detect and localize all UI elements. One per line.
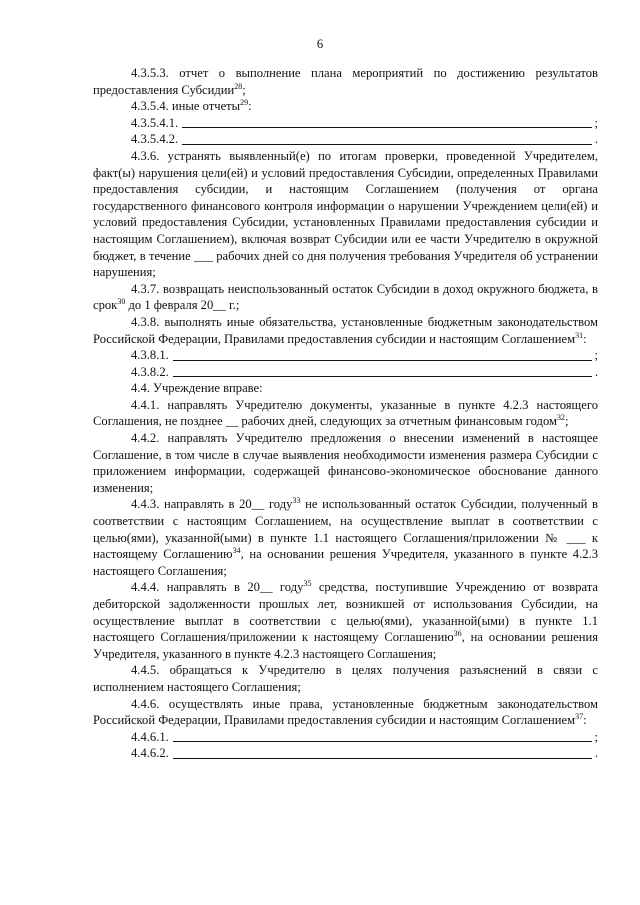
clause-text: 4.4.6. осуществлять иные права, установленные бюджетным законодательством Российской Федерации, Правилами предоставления субсидии и настоящим Соглашением bbox=[93, 696, 598, 728]
clause-4-3-7 bbox=[93, 281, 598, 314]
clause-text-cont: не использованный остаток Субсидии, полученный в соответствии с настоящим Соглашением, на осуществление выплат в соответствии с целью(ями), указанной(ыми) в пункте 1.1 настоящего Соглашения/приложении № ___ к настоящему Соглашению bbox=[93, 497, 599, 562]
footnote-ref: 31 bbox=[575, 330, 584, 340]
clause-text: 4.3.5.3. отчет о выполнение плана мероприятий по достижению результатов предоставления Субсидии bbox=[93, 66, 598, 97]
clause-4-3-5-4-2 bbox=[93, 131, 598, 148]
footnote-ref: 37 bbox=[575, 712, 584, 722]
clause-number: 4.4.6.2. bbox=[131, 746, 169, 761]
footnote-ref: 28 bbox=[234, 81, 243, 91]
clause-number: 4.3.8.1. bbox=[131, 348, 169, 363]
footnote-ref: 29 bbox=[240, 98, 249, 108]
blank-fill-line bbox=[173, 376, 592, 377]
clause-text: 4.3.8. выполнять иные обязательства, установленные бюджетным законодательством Российской Федерации, Правилами предоставления субсидии и настоящим Соглашением bbox=[93, 314, 598, 346]
clause-end: . bbox=[594, 746, 598, 761]
clause-4-3-5-4 bbox=[93, 98, 598, 115]
section-4-4-heading: 4.4. Учреждение вправе: bbox=[131, 381, 263, 396]
clause-4-4-4 bbox=[93, 579, 598, 662]
clause-4-3-8-1 bbox=[93, 347, 598, 364]
clause-end: : bbox=[583, 331, 587, 346]
clause-text: 4.3.5.4. иные отчеты bbox=[131, 99, 241, 114]
footnote-ref: 30 bbox=[117, 297, 126, 307]
clause-text-end: , на основании решения Учредителя, указанного в пункте 4.2.3 настоящего Соглашения; bbox=[93, 547, 598, 578]
footnote-ref: 36 bbox=[453, 629, 462, 639]
clause-4-4-3 bbox=[93, 496, 598, 579]
footnote-ref: 34 bbox=[232, 546, 241, 556]
blank-fill-line bbox=[173, 741, 592, 742]
clause-text-cont: средства, поступившие Учреждению от возврата дебиторской задолженности прошлых лет, возникшей от использования Субсидии, на осуществление выплат в соответствии с целью(ями), указанной(ыми) в пункте 1.1 настоящего Соглашения/приложении к настоящему Соглашению bbox=[93, 580, 599, 645]
clause-4-3-8-2 bbox=[93, 364, 598, 381]
clause-end: : bbox=[248, 99, 252, 114]
clause-end: ; bbox=[594, 729, 598, 744]
clause-4-4-5: 4.4.5. обращаться к Учредителю в целях получения разъяснений в связи с исполнением настоящего Соглашения; bbox=[93, 663, 598, 694]
clause-text: 4.3.7. возвращать неиспользованный остаток Субсидии в доход окружного бюджета, в срок bbox=[93, 281, 598, 313]
clause-number: 4.3.5.4.2. bbox=[131, 132, 179, 147]
blank-fill-line bbox=[182, 127, 591, 128]
clause-end: : bbox=[583, 713, 587, 728]
clause-end: ; bbox=[594, 115, 598, 130]
clause-4-4-6-1 bbox=[93, 729, 598, 746]
clause-text: 4.4.3. направлять в 20__ году bbox=[131, 497, 293, 512]
clause-4-4-6 bbox=[93, 696, 598, 729]
clause-text-end: , на основании решения Учредителя, указанного в пункте 4.2.3 настоящего Соглашения; bbox=[93, 630, 598, 661]
document-body bbox=[93, 65, 598, 762]
clause-end: . bbox=[594, 132, 598, 147]
clause-4-3-5-4-1 bbox=[93, 115, 598, 132]
clause-text-cont: до 1 февраля 20__ г.; bbox=[125, 298, 240, 313]
footnote-ref: 33 bbox=[292, 496, 301, 506]
clause-4-3-8 bbox=[93, 314, 598, 347]
clause-end: . bbox=[594, 364, 598, 379]
clause-end: ; bbox=[594, 348, 598, 363]
clause-4-4-2: 4.4.2. направлять Учредителю предложения о внесении изменений в настоящее Соглашение, в том числе в случае выявления необходимости изменения размера Субсидии с приложением информации, содержащей финансово-экономическое обоснование данного изменения; bbox=[93, 431, 598, 495]
footnote-ref: 35 bbox=[303, 579, 312, 589]
blank-fill-line bbox=[173, 758, 592, 759]
blank-fill-line bbox=[182, 144, 592, 145]
clause-number: 4.4.6.1. bbox=[131, 729, 169, 744]
clause-4-3-5-3 bbox=[93, 65, 598, 98]
page-number: 6 bbox=[316, 37, 324, 51]
clause-end: ; bbox=[242, 82, 246, 97]
footnote-ref: 32 bbox=[556, 413, 565, 423]
clause-number: 4.3.8.2. bbox=[131, 364, 169, 379]
clause-end: ; bbox=[564, 414, 569, 429]
clause-number: 4.3.5.4.1. bbox=[131, 115, 179, 130]
blank-fill-line bbox=[173, 360, 592, 361]
clause-text: 4.4.4. направлять в 20__ году bbox=[131, 580, 304, 595]
clause-4-4-6-2 bbox=[93, 745, 598, 762]
clause-4-4-1 bbox=[93, 397, 598, 430]
clause-4-3-6: 4.3.6. устранять выявленный(е) по итогам проверки, проведенной Учредителем, факт(ы) нарушения цели(ей) и условий предоставления Субсидии, определенных Правилами предоставления субсидии, и настоящим Соглашением (получения от органа государственного финансового контроля информации о нарушении Учреждением цели(ей) и условий предоставления Субсидии, установленных Правилами предоставления субсидии и настоящим Соглашением), включая возврат Субсидии или ее части Учредителю в окружной бюджет, в течение ___ рабочих дней со дня получения требования Учредителя об устранении нарушения; bbox=[93, 148, 598, 280]
clause-text: 4.4.1. направлять Учредителю документы, указанные в пункте 4.2.3 настоящего Соглашения, не позднее __ рабочих дней, следующих за отчетным финансовым годом bbox=[93, 397, 598, 429]
